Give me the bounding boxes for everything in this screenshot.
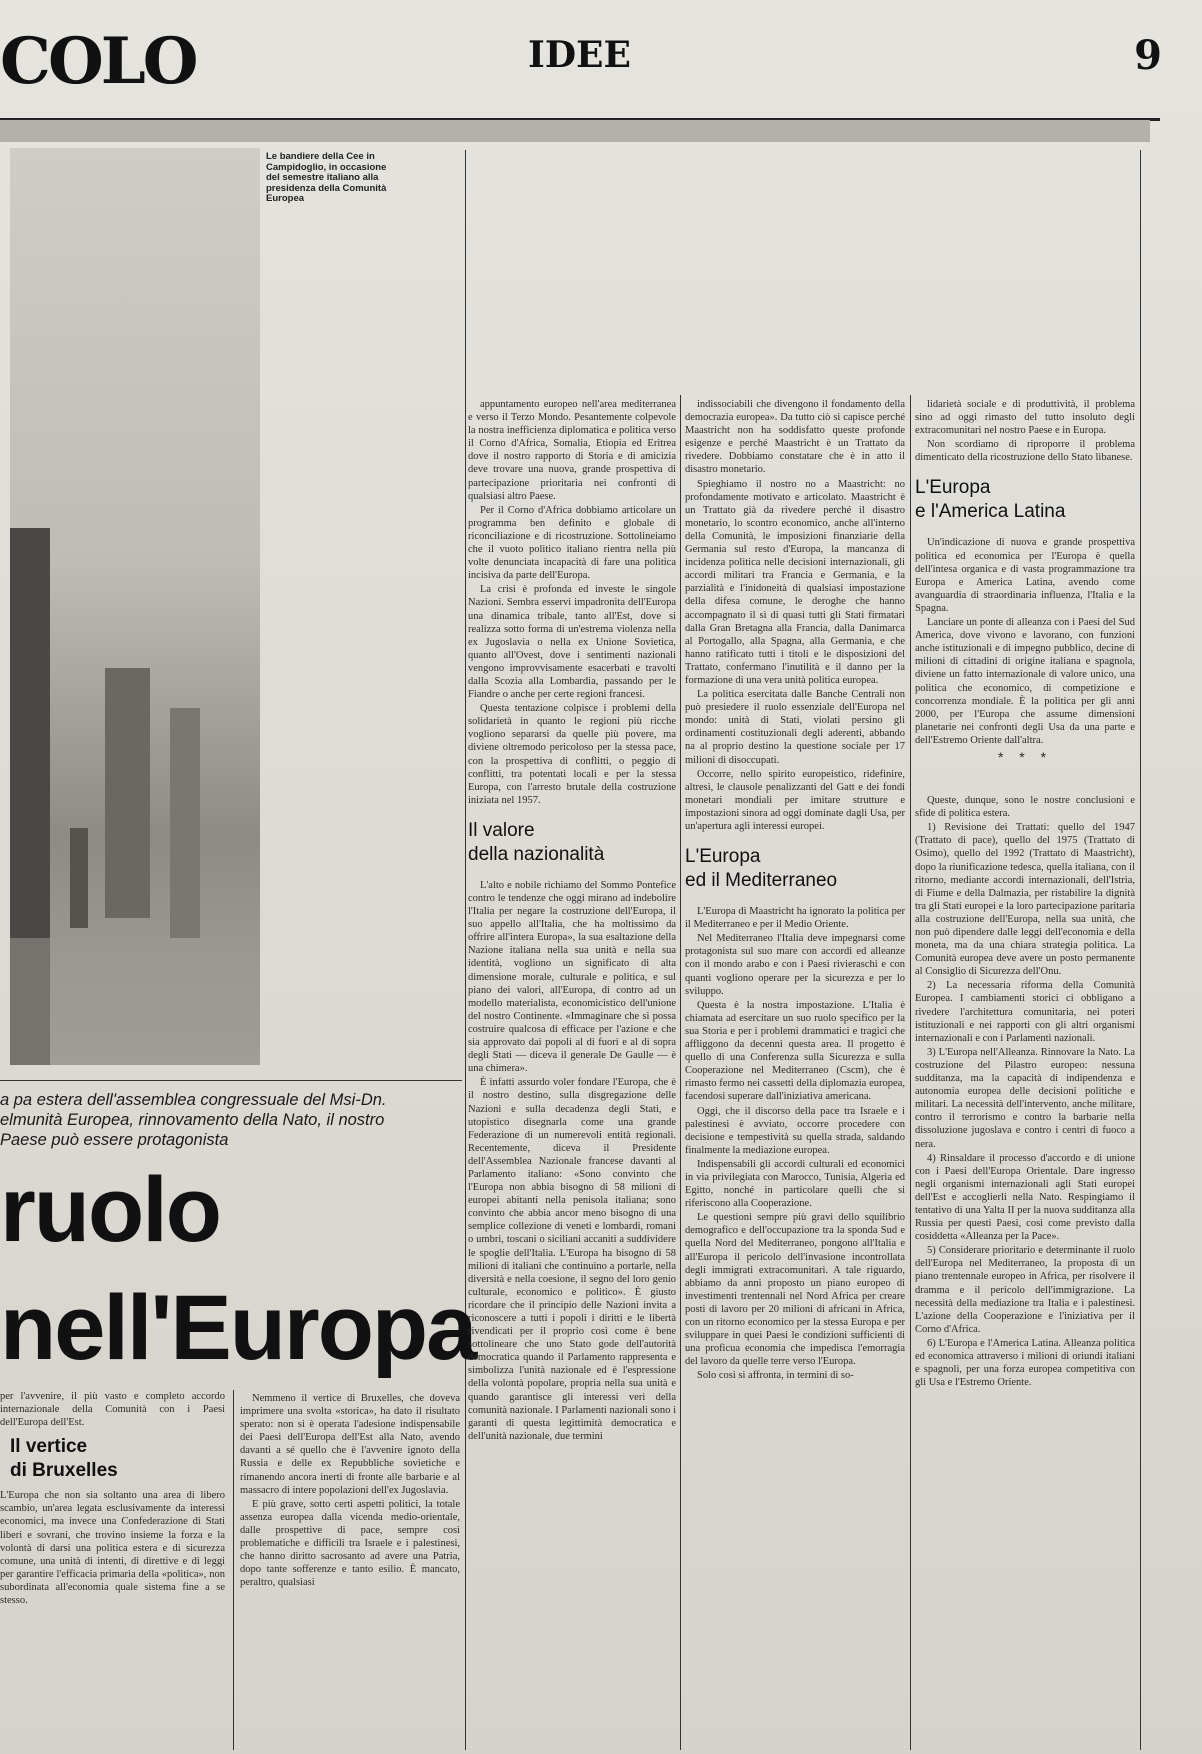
column-2 [240,1392,460,1590]
paragraph: È infatti assurdo voler fondare l'Europa, che è il nostro destino, sulla disgregazione delle Nazioni e sulla decadenza degli Stati, e utopistico disegnarla come una grande Federazione di un numerevoli entità regionali. Recentemente, diceva il Presidente dell'Assemblea Nazionale francese davanti al Parlamento italiano: «Sono convinto che l'Europa non abbia bisogno di 58 milioni di europei abitanti nella penisola italiana; sono convinto che abbia ancor meno bisogno di una semplice collezione di veneti e lombardi, romani o umbri, toscani o siciliani accaniti a suddividere le spoglie dell'Italia. L'Europa ha bisogno di 58 milioni di italiani che continuino a portarle, nella diversità e nella coesione, il segno del loro genio culturale, economico e politico». È giusto ricordare che il principio delle Nazioni invita a riconoscere a tutti i popoli i diritti e le libertà rivendicati per il proprio così come è bene sottolineare che uno Stato gode dell'autorità democratica quando il Parlamento rappresenta e simbolizza l'unità nazionale ed è l'espressione della volontà popolare, propria nella sua unità e quando garantisce gli interessi veri della comunità nazionale. I Parlamenti nazionali sono i garanti di questa legittimità democratica e dell'unità nazionale, due termini [468,1077,676,1442]
paragraph: L'Europa di Maastricht ha ignorato la politica per il Mediterraneo e per il Medio Oriente. [685,906,905,931]
subhead-line: L'Europa [685,846,761,868]
subhead [468,819,676,867]
column-rule [680,395,681,1750]
column-rule [1140,150,1141,1750]
section-dots: * * * [997,748,1053,765]
paragraph: appuntamento europeo nell'area mediterranea e verso il Terzo Mondo. Pesantemente colpevole la nostra inefficienza diplomatica e politica verso il Corno d'Africa, Somalia, Etiopia ed Eritrea dove il nostro rapporto di Storia e di amicizia deve trovare una nuova, grande prospettiva di partecipazione prioritaria nei confronti di qualsiasi altro Paese. [468,399,676,502]
header-band [0,120,1150,142]
paragraph: Spieghiamo il nostro no a Maastricht: no profondamente motivato e articolato. Maastricht è un Trattato già da rivedere perché il disastro monetario, lo scontro economico, anche all'interno della Comunità, le imposizioni finanziarie della Germania sul resto d'Europa, la mancanza di incidenza politica nelle decisioni internazionali, gli accordi militari tra Francia e Germania, e la parzialità e l'inidoneità di qualsiasi impostazione della difesa comune, le deroghe che hanno accompagnato il sì di quasi tutti gli Stati firmatari dalla Gran Bretagna alla Francia, dalla Danimarca al Portogallo, alla Spagna, alla Germania, e che hanno ratificato tutti i titoli e le disposizioni del Trattato, confermano l'inutilità e il danno per la formazione di una vera unità politica europea. [685,478,905,686]
paragraph: 3) L'Europa nell'Alleanza. Rinnovare la Nato. La costruzione del Pilastro europeo: nessuna sudditanza, ma la capacità di indipendenza e autonomia europea delle decisioni politiche e militari. La necessità dell'intervento, anche militare, contro il terrorismo e contro la barbarie nella dissoluzione jugoslava e contro i centri di fuoco a nera. [915,1046,1135,1150]
paragraph: La crisi è profonda ed investe le singole Nazioni. Sembra esservi impadronita dell'Europa una dinamica tribale, tanto all'Est, dove si realizza sotto forma di un'estrema violenza nella ex Jugoslavia o nella ex Unione Sovietica, quanto all'Ovest, dove i sentimenti nazionali vengono improvvisamente esacerbati e travolti dalla Scozia alla Lombardia, passando per le Fiandre o anche per certe regioni francesi. [468,584,676,701]
paragraph: Solo così si affronta, in termini di so- [697,1370,854,1382]
paragraph: Occorre, nello spirito europeistico, ridefinire, altresì, le clausole penalizzanti del Gatt e dei fondi monetari mondiali per imitare strutture e impostazioni sinora ad oggi dominate dagli Usa, per un'apertura agli interessi europei. [685,768,905,832]
paragraph: Le questioni sempre più gravi dello squilibrio demografico e dell'occupazione tra la sponda Sud e quella Nord del Mediterraneo, pongono all'Italia e all'Europa il pericolo dell'invasione incontrollata degli immigrati extracomunitari. A tale riguardo, abbiamo da anni proposto un piano europeo di investimenti trentennali nel Nord Africa per creare posti di lavoro per 20 milioni di africani in Africa, con un ritorno economico per la stessa Europa e per sviluppare in quei Paesi le condizioni sufficienti di una proficua economia che impedisca l'emorragia del lavoro da quelle terre verso l'Europa. [685,1212,905,1368]
subhead-line: di Bruxelles [10,1460,118,1482]
column-rule [233,1390,234,1750]
paragraph: per l'avvenire, il più vasto e completo accordo internazionale della Comunità con i Paesi dell'Europa dell'Est. [0,1391,225,1429]
page-number: 9 [1134,32,1162,79]
photo-caption: Le bandiere della Cee in Campidoglio, in occasione del semestre italiano alla presidenza della Comunità Europea [266,151,387,204]
column-3 [468,398,676,1444]
column-4 [685,398,905,1383]
paragraph: L'Europa che non sia soltanto una area di libero scambio, un'area legata esclusivamente da interessi economici, ma invece una Confederazione di Stati liberi e sovrani, che trovino insieme la forza e la volontà di darsi una politica estera e di sicurezza comune, una unità di intenti, di direttive e di leggi per garantire l'efficacia primaria della «politica», non subordinata all'economia quale sistema fine a se stesso. [0,1490,225,1607]
paragraph: 4) Rinsaldare il processo d'accordo e di unione con i Paesi dell'Europa Orientale. Dare ingresso negli organismi internazionali agli Stati europei dell'Est e accoglierli nella Nato. Respingiamo il tentativo di una Yalta II per la nuova sudditanza alla Russia per questi Paesi, così come previsto dalla cosiddetta «Alleanza per la Pace». [915,1152,1135,1243]
paragraph: lidarietà sociale e di produttività, il problema sino ad oggi rimasto del tutto insoluto degli extracomunitari nel nostro Paese e in Europa. [915,399,1135,437]
subhead-line: Il vertice [10,1436,88,1458]
column-1 [0,1390,225,1607]
column-rule [910,395,911,1750]
paragraph: Per il Corno d'Africa dobbiamo articolare un programma ben definito e globale di riconciliazione e di ricostruzione. Sottolineiamo che il vuoto politico italiano rientra nella più volte denunciata incapacità di fare una politica incisiva da parte dell'Europa. [468,504,676,582]
paragraph: Non scordiamo di riproporre il problema dimenticato della ricostruzione dello Stato libanese. [915,439,1135,464]
subhead-line: L'Europa [915,477,991,499]
column-5 [915,398,1135,1390]
headline-line-1: ruolo [0,1159,220,1261]
paragraph: E più grave, sotto certi aspetti politici, la totale assenza europea dalla vicenda medio-orientale, dalle prospettive di pace, sempre così problematiche e difficili tra Israele e i palestinesi, che hanno diritto sacrosanto ad avere una Patria, dopo tante sofferenze e tanto esilio. È mancato, peraltro, qualsiasi [240,1498,460,1589]
subhead-line: e l'America Latina [915,501,1066,523]
paragraph: Queste, dunque, sono le nostre conclusioni e sfide di politica estera. [915,795,1135,820]
subhead-line: della nazionalità [468,843,605,865]
subhead-line: ed il Mediterraneo [685,870,838,892]
paragraph: Un'indicazione di nuova e grande prospettiva politica ed economica per l'Europa è quella dell'intesa organica e di vasta programmazione tra Europa e America Latina, avendo come avanguardia di straordinaria influenza, l'Italia e la Spagna. [915,537,1135,614]
paragraph: L'alto e nobile richiamo del Sommo Pontefice contro le tendenze che oggi mirano ad indebolire l'Italia per negare la costruzione dell'Europa, il suo appello all'Italia, che ha moltissimo da offrire all'intera Europa», la sua esaltazione della Nazione italiana nella sua unità e nella sua identità, vogliono un significato di alta dimensione morale, culturale e politica, e sul piano dei valori, all'Europa, di contro ad un modello materialista, economicistico dell'unione del nostro Continente. «Immaginare che si possa costruire qualcosa di efficace per l'azione e che sia approvato dai popoli al di fuori e al di sopra degli Stati — diceva il generale De Gaulle — è una chimera». [468,879,676,1075]
paragraph: Questa è la nostra impostazione. L'Italia è chiamata ad esercitare un suo ruolo specifico per la sua Storia e per i problemi drammatici e tragici che affliggono da decenni questa area. Il progetto è quello di una Conferenza sulla Sicurezza e sulla Cooperazione nel Mediterraneo (Cscm), che è rimasto fermo nei cassetti della diplomazia europea, facendosi superare dall'iniziativa americana. [685,999,905,1103]
column-rule [465,150,466,1750]
subhead [10,1435,225,1483]
paragraph: Indispensabili gli accordi culturali ed economici in via privilegiata con Marocco, Tunisia, Algeria ed Egitto, nonché in particolare quelli che si riferiscono alla Cooperazione. [685,1158,905,1210]
subhead-line: Il valore [468,819,535,841]
section-title: IDEE [528,34,631,76]
campidoglio-photo [10,148,260,1065]
paragraph: 2) La necessaria riforma della Comunità Europea. I cambiamenti storici ci obbligano a rivedere l'architettura comunitaria, nei poteri istituzionali e nei rapporti con gli altri organismi internazionali e con i Parlamenti nazionali. [915,980,1135,1044]
paragraph: indissociabili che divengono il fondamento della democrazia europea». Da tutto ciò si capisce perché Maastricht non ha soddisfatto queste profonde esigenze e perché Maastricht è un Trattato da rivedere. Dobbiamo constatare che è in atto il disastro monetario. [685,399,905,476]
subhead [685,845,905,893]
masthead [0,20,1202,100]
paragraph: Lanciare un ponte di alleanza con i Paesi del Sud America, dove vivono e lavorano, con funzioni anche istituzionali e di impegno pubblico, decine di milioni di cittadini di origine italiana e spagnola, diviene un fatto internazionale di valore unico, una politica che economico, di competizione e concorrenza mondiale. È la politica per gli anni 2000, per l'Europa che assume dimensioni planetarie nei confronti degli Usa da una parte e dell'Estremo Oriente dall'altra. [915,617,1135,746]
article-deck: a pa estera dell'assemblea congressuale del Msi-Dn. elmunità Europea, rinnovamento della Nato, il nostro Paese può essere protagonista [0,1091,387,1149]
subhead [915,476,1135,524]
paragraph: 6) L'Europa e l'America Latina. Alleanza politica ed economica attraverso i milioni di oriundi italiani e spagnoli, per una forza europea competitiva con gli Usa e l'Estremo Oriente. [915,1337,1135,1389]
article-rule [0,1080,462,1081]
paragraph: La politica esercitata dalle Banche Centrali non può presiedere il ruolo essenziale dell'Europa nel mondo: unità di Stati, violati persino gli ordinamenti costituzionali degli aderenti, abbando na al proprio destino la questione sociale per 17 milioni di disoccupati. [685,689,905,766]
paragraph: 5) Considerare prioritario e determinante il ruolo dell'Europa nel Mediterraneo, la proposta di un piano trentennale europeo in Africa, per risolvere il dramma e il pericolo dell'immigrazione. La necessità della mediazione tra Italia e i palestinesi. L'azione della Cooperazione e l'iniziativa per il Corno d'Africa. [915,1245,1135,1335]
newspaper-logo: COLO [0,24,196,99]
paragraph: Questa tentazione colpisce i problemi della solidarietà in quanto le regioni più ricche vogliono separarsi da quelle più povere, ma diviene oltremodo pericoloso per la stessa pace, con la prospettiva di conflitti, o peggio di conflitti, tra potentati locali e per la stessa Europa, con l'arresto brutale della costruzione iniziata nel 1957. [468,703,676,806]
paragraph: Nel Mediterraneo l'Italia deve impegnarsi come protagonista sul suo mare con accordi ed alleanze con il mondo arabo e con i Paesi rivieraschi e con quanti vogliono operare per la sicurezza e per lo sviluppo. [685,933,905,997]
paragraph: 1) Revisione dei Trattati: quello del 1947 (Trattato di pace), quello del 1975 (Trattato di Osimo), quello del 1992 (Trattato di Maastricht), dopo la riunificazione tedesca, quella italiana, con il ritorno, mediante accordi internazionali, dell'Istria, di Fiume e della Dalmazia, per ristabilire la dignità tra gli Stati europei e la loro partecipazione paritaria alla costruzione dell'Europa, nella sua unità, che non può dipendere dalle leggi dell'economia e della moneta, ma da una chiara strategia politica. La Comunità europea deve avere un posto permanente al Consiglio di Sicurezza dell'Onu. [915,822,1135,978]
paragraph: Nemmeno il vertice di Bruxelles, che doveva imprimere una svolta «storica», ha dato il risultato sperato: non si è operata l'adesione indispensabile dei Paesi dell'Europa dell'Est alla Nato, avendo davanti a sé quello che è l'avvenire ignoto della Russia e delle ex Repubbliche sovietiche e rimanendo ancora inerti di fronte alle barbarie e al massacro di intere popolazioni dell'ex Jugoslavia. [240,1393,460,1496]
paragraph: Oggi, che il discorso della pace tra Israele e i palestinesi è avviato, occorre procedere con decisione e tempestività su quella strada, saldando finalmente la mediazione europea. [685,1105,905,1156]
headline-line-2: nell'Europa [0,1277,476,1379]
